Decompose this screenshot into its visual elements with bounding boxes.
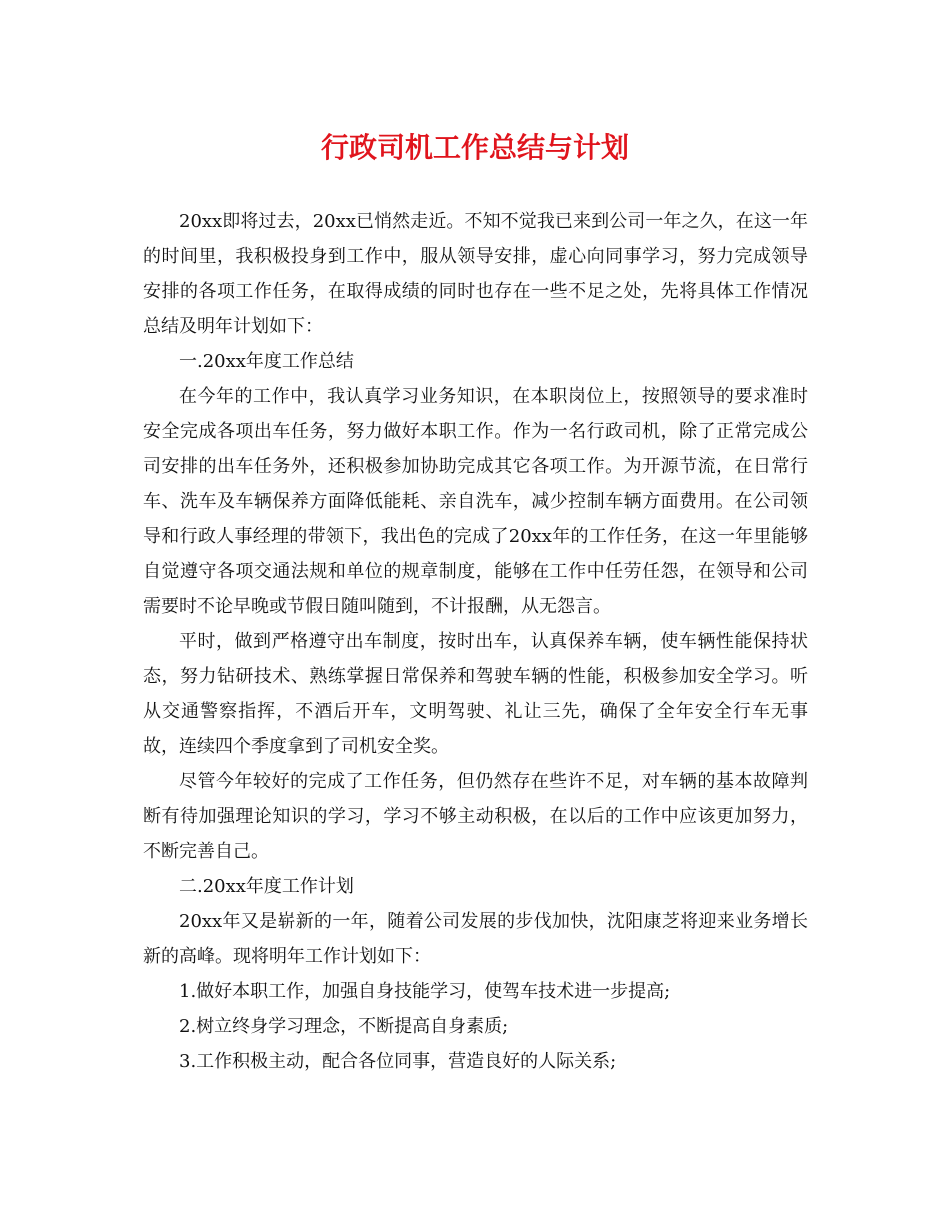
paragraph-summary-safety: 平时，做到严格遵守出车制度，按时出车，认真保养车辆，使车辆性能保持状态，努力钻研技术、熟练掌握日常保养和驾驶车辆的性能，积极参加安全学习。听从交通警察指挥，不酒后开车，文明驾驶、礼让三先，确保了全年安全行车无事故，连续四个季度拿到了司机安全奖。: [143, 631, 808, 757]
document-title: 行政司机工作总结与计划: [320, 131, 629, 164]
section-heading-summary: 一.20xx年度工作总结: [179, 351, 354, 372]
section-heading-plan: 二.20xx年度工作计划: [179, 876, 354, 897]
paragraph-summary-shortcomings: 尽管今年较好的完成了工作任务，但仍然存在些许不足，对车辆的基本故障判断有待加强理论知识的学习，学习不够主动积极，在以后的工作中应该更加努力，不断完善自己。: [143, 771, 808, 862]
plan-item: 3.工作积极主动，配合各位同事，营造良好的人际关系;: [179, 1051, 617, 1072]
paragraph-intro: 20xx即将过去，20xx已悄然走近。不知不觉我已来到公司一年之久，在这一年的时间里，我积极投身到工作中，服从领导安排，虚心向同事学习，努力完成领导安排的各项工作任务，在取得成绩的同时也存在一些不足之处，先将具体工作情况总结及明年计划如下：: [143, 211, 808, 337]
plan-item: 2.树立终身学习理念，不断提高自身素质;: [179, 1016, 509, 1037]
paragraph-plan-intro: 20xx年又是崭新的一年，随着公司发展的步伐加快，沈阳康芝将迎来业务增长新的高峰。现将明年工作计划如下：: [143, 911, 808, 967]
plan-item: 1.做好本职工作，加强自身技能学习，使驾车技术进一步提高;: [179, 981, 671, 1002]
document-body: [143, 204, 808, 1079]
paragraph-summary-work: 在今年的工作中，我认真学习业务知识，在本职岗位上，按照领导的要求准时安全完成各项出车任务，努力做好本职工作。作为一名行政司机，除了正常完成公司安排的出车任务外，还积极参加协助完成其它各项工作。为开源节流，在日常行车、洗车及车辆保养方面降低能耗、亲自洗车，减少控制车辆方面费用。在公司领导和行政人事经理的带领下，我出色的完成了20xx年的工作任务，在这一年里能够自觉遵守各项交通法规和单位的规章制度，能够在工作中任劳任怨，在领导和公司需要时不论早晚或节假日随叫随到，不计报酬，从无怨言。: [143, 386, 808, 617]
